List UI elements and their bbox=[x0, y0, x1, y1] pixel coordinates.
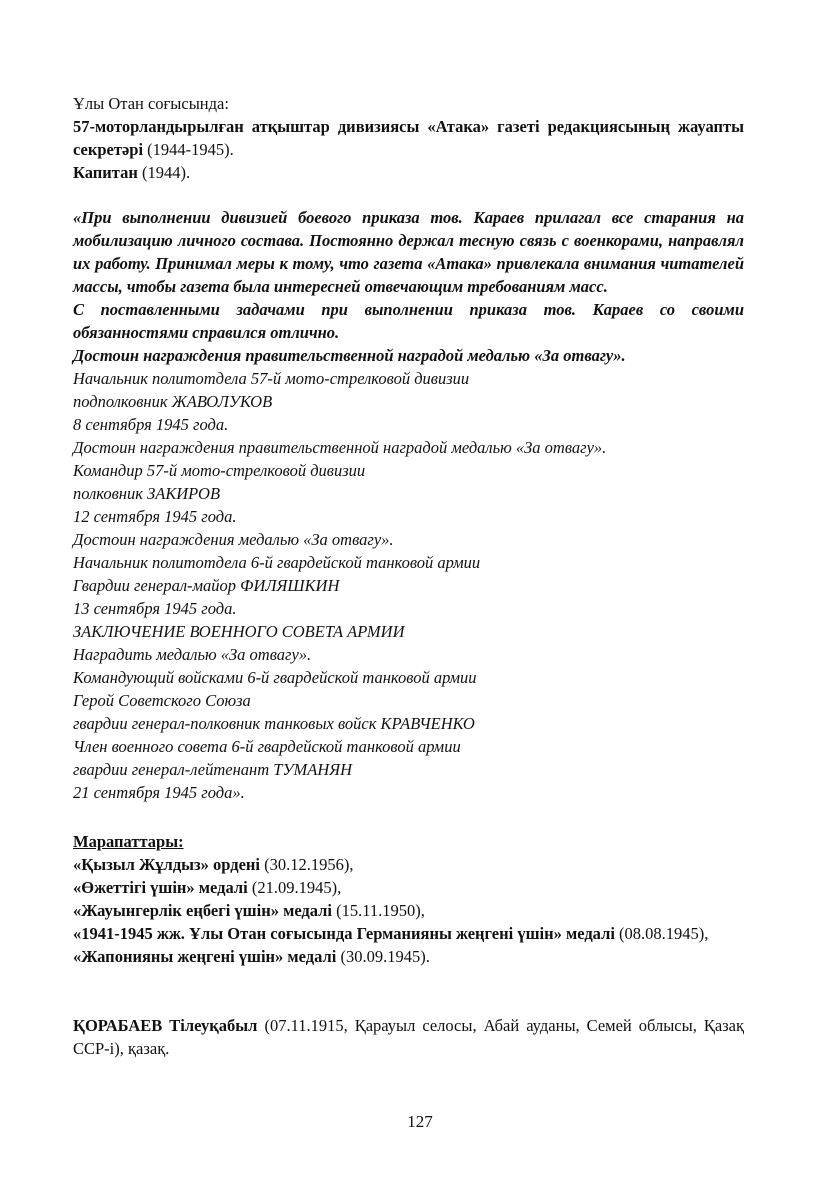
award-name: «Жапонияны жеңгені үшін» медалі bbox=[73, 947, 337, 966]
citation-line: Достоин награждения медалью «За отвагу». bbox=[73, 530, 394, 549]
citation-line: 8 сентября 1945 года. bbox=[73, 415, 229, 434]
award-date: (21.09.1945), bbox=[251, 878, 342, 897]
spacer bbox=[73, 184, 744, 206]
citation-paragraph-2: С поставленными задачами при выполнении приказа тов. Караев со своими обязанностями справился отлично. bbox=[73, 300, 744, 342]
service-role-title: 57-моторландырылған атқыштар дивизиясы «Атака» газеті редакциясының жауапты секретәрі bbox=[73, 117, 744, 159]
service-role-years: (1944-1945). bbox=[147, 140, 234, 159]
award-item bbox=[73, 899, 744, 922]
service-rank-title: Капитан bbox=[73, 163, 138, 182]
citation-line: Гвардии генерал-майор ФИЛЯШКИН bbox=[73, 576, 340, 595]
citation-line: Командир 57-й мото-стрелковой дивизии bbox=[73, 461, 366, 480]
service-rank-year: (1944). bbox=[141, 163, 191, 182]
citation-line: полковник ЗАКИРОВ bbox=[73, 484, 221, 503]
citation-line: ЗАКЛЮЧЕНИЕ ВОЕННОГО СОВЕТА АРМИИ bbox=[73, 622, 405, 641]
page-body bbox=[73, 92, 744, 1060]
citation-line: Наградить медалью «За отвагу». bbox=[73, 645, 312, 664]
citation-line: гвардии генерал-полковник танковых войск КРАВЧЕНКО bbox=[73, 714, 475, 733]
citation-line: Начальник политотдела 6-й гвардейской танковой армии bbox=[73, 553, 481, 572]
service-section bbox=[73, 92, 744, 184]
citation-line: гвардии генерал-лейтенант ТУМАНЯН bbox=[73, 760, 353, 779]
service-rank bbox=[73, 161, 744, 184]
award-date: (30.09.1945). bbox=[340, 947, 430, 966]
award-item bbox=[73, 853, 744, 876]
awards-section bbox=[73, 830, 744, 968]
next-entry bbox=[73, 1014, 744, 1060]
next-entry-details: (07.11.1915, Қарауыл селосы, Абай ауданы, Семей облысы, Қазақ ССР-і), қазақ. bbox=[73, 1016, 745, 1058]
award-date: (08.08.1945), bbox=[619, 924, 709, 943]
citation-line: 12 сентября 1945 года. bbox=[73, 507, 237, 526]
citation-line: Достоин награждения правительственной наградой медалью «За отвагу». bbox=[73, 438, 607, 457]
next-entry-text bbox=[73, 1014, 744, 1060]
page-number: 127 bbox=[407, 1112, 433, 1131]
award-date: (30.12.1956), bbox=[264, 855, 354, 874]
award-item bbox=[73, 922, 744, 945]
service-heading: Ұлы Отан соғысында: bbox=[73, 94, 229, 113]
award-item bbox=[73, 876, 744, 899]
citation-signatures bbox=[73, 367, 744, 804]
spacer bbox=[73, 804, 744, 830]
citation-section bbox=[73, 206, 744, 804]
awards-heading: Марапаттары: bbox=[73, 832, 184, 851]
citation-line: Начальник политотдела 57-й мото-стрелковой дивизии bbox=[73, 369, 470, 388]
citation-line: Командующий войсками 6-й гвардейской танковой армии bbox=[73, 668, 477, 687]
citation-line: 21 сентября 1945 года». bbox=[73, 783, 245, 802]
next-entry-name: ҚОРАБАЕВ Тілеуқабыл bbox=[73, 1016, 258, 1035]
citation-line: Член военного совета 6-й гвардейской танковой армии bbox=[73, 737, 461, 756]
citation-paragraph-3: Достоин награждения правительственной наградой медалью «За отвагу». bbox=[73, 346, 626, 365]
award-name: «Қызыл Жұлдыз» ордені bbox=[73, 855, 261, 874]
citation-line: 13 сентября 1945 года. bbox=[73, 599, 237, 618]
award-name: «Жауынгерлік еңбегі үшін» медалі bbox=[73, 901, 333, 920]
award-name: «Өжеттігі үшін» медалі bbox=[73, 878, 248, 897]
citation-line: подполковник ЖАВОЛУКОВ bbox=[73, 392, 273, 411]
citation-line: Герой Советского Союза bbox=[73, 691, 251, 710]
award-name: «1941-1945 жж. Ұлы Отан соғысында Германияны жеңгені үшін» медалі bbox=[73, 924, 615, 943]
spacer bbox=[73, 968, 744, 1014]
award-item bbox=[73, 945, 744, 968]
citation-paragraph-1: «При выполнении дивизией боевого приказа тов. Караев прилагал все старания на мобилизацию личного состава. Постоянно держал тесную связь с военкорами, направлял их работу. Принимал меры к тому, что газета «Атака» привлекала внимания читателей массы, чтобы газета была интересней отвечающим требованиям масс. bbox=[73, 208, 744, 296]
service-role bbox=[73, 115, 744, 161]
award-date: (15.11.1950), bbox=[336, 901, 425, 920]
